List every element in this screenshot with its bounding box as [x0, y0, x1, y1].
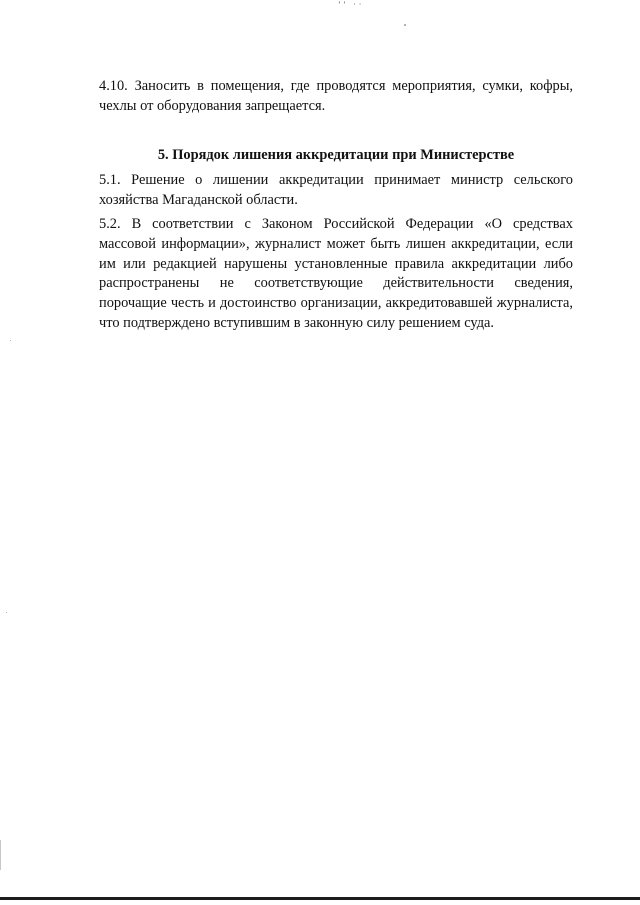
clause-5-2: 5.2. В соответствии с Законом Российской Федерации «О средствах массовой информации», журналист может быть лишен аккредитации, если им или редакцией нарушены установленные правила аккредитации либо распространены не соответствующие действительности сведения, порочащие честь и достоинство организации, аккредитовавшей журналиста, что подтверждено вступившим в законную силу решением суда.	[99, 216, 573, 331]
scan-speck	[6, 612, 7, 613]
scan-edge-mark	[0, 840, 1, 870]
clause-5-1: 5.1. Решение о лишении аккредитации принимает министр сельского хозяйства Магаданской области.	[99, 172, 573, 208]
clause-4-10: 4.10. Заносить в помещения, где проводятся мероприятия, сумки, кофры, чехлы от оборудования запрещается.	[99, 78, 573, 114]
page-number-mark: ’’ ··	[338, 0, 365, 9]
scan-speck	[10, 340, 11, 341]
page-bottom-border	[0, 897, 640, 900]
scan-speck	[404, 24, 406, 26]
section-5-title: 5. Порядок лишения аккредитации при Министерстве	[157, 147, 515, 163]
